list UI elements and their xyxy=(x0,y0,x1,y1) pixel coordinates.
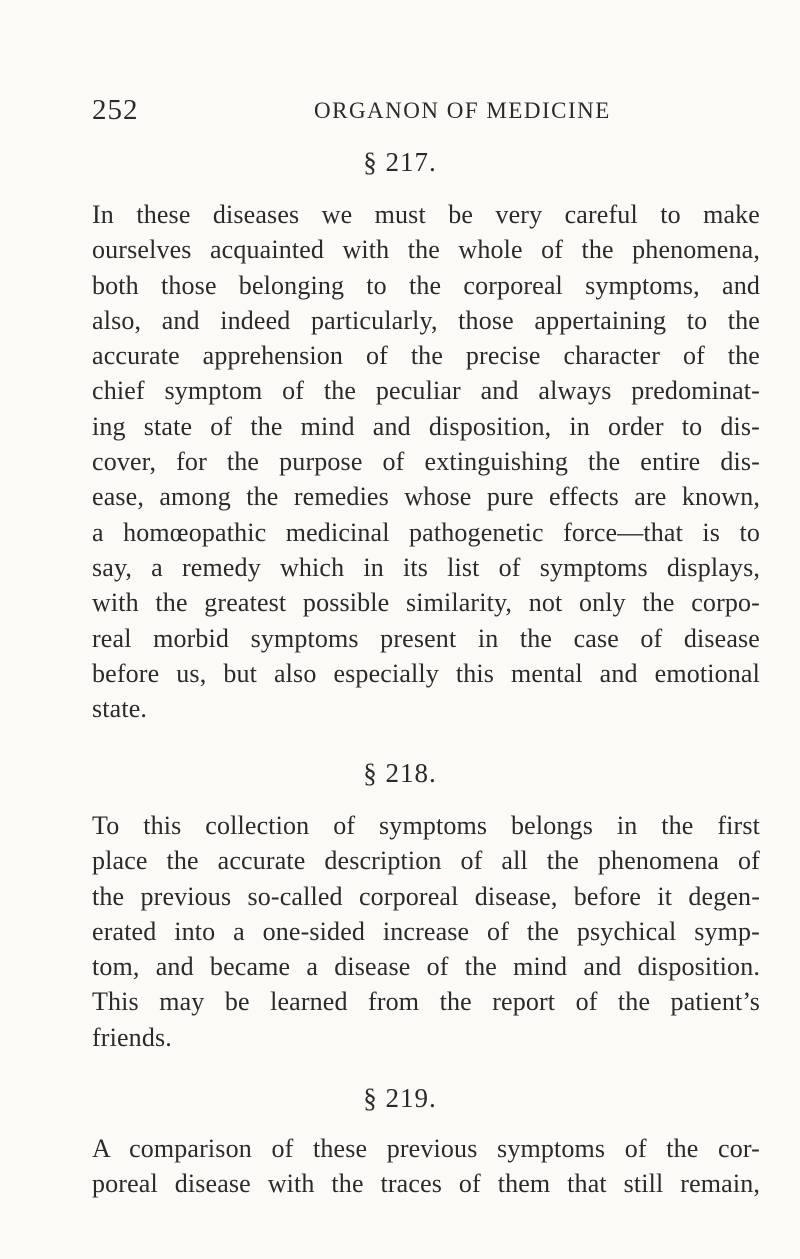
text-line: real morbid symptoms present in the case of disease xyxy=(92,623,760,653)
text-line: cover, for the purpose of extinguishing the entire dis- xyxy=(92,447,760,477)
text-line: the previous so-called corporeal disease, before it degen- xyxy=(92,881,760,911)
text-line: To this collection of symptoms belongs in the first xyxy=(92,811,760,840)
text-line: poreal disease with the traces of them that still remain, xyxy=(92,1169,760,1199)
page-number: 252 xyxy=(92,94,139,126)
text-line: with the greatest possible similarity, not only the corpo- xyxy=(92,588,760,618)
text-line: state. xyxy=(92,694,148,724)
section-217-heading: § 217. xyxy=(363,147,437,177)
text-line: ing state of the mind and disposition, in order to dis- xyxy=(92,411,760,441)
text-line: a homœopathic medicinal pathogenetic force—that is to xyxy=(92,517,760,547)
text-line: ease, among the remedies whose pure effects are known, xyxy=(92,482,760,512)
text-line: This may be learned from the report of the patient’s xyxy=(92,987,760,1017)
section-219-heading: § 219. xyxy=(363,1083,437,1113)
running-head xyxy=(92,94,752,128)
section-218-heading: § 218. xyxy=(363,758,437,788)
section-219-paragraph xyxy=(92,1131,760,1202)
text-line: erated into a one-sided increase of the psychical symp- xyxy=(92,916,760,946)
text-line: place the accurate description of all the phenomena of xyxy=(92,846,760,876)
text-line: both those belonging to the corporeal symptoms, and xyxy=(92,270,760,300)
text-line: In these diseases we must be very careful to make xyxy=(92,200,760,229)
text-line: accurate apprehension of the precise character of the xyxy=(92,341,760,371)
text-line: also, and indeed particularly, those appertaining to the xyxy=(92,305,760,335)
section-217-paragraph xyxy=(92,197,760,726)
running-title: ORGANON OF MEDICINE xyxy=(314,98,611,123)
text-line: tom, and became a disease of the mind and disposition. xyxy=(92,952,760,982)
text-line: ourselves acquainted with the whole of the phenomena, xyxy=(92,235,760,265)
text-line: A comparison of these previous symptoms of the cor- xyxy=(92,1134,760,1163)
text-line: friends. xyxy=(92,1022,172,1052)
text-line: chief symptom of the peculiar and always predominat- xyxy=(92,376,760,406)
text-line: say, a remedy which in its list of symptoms displays, xyxy=(92,552,760,582)
section-218-paragraph xyxy=(92,808,760,1055)
text-line: before us, but also especially this mental and emotional xyxy=(92,658,760,688)
